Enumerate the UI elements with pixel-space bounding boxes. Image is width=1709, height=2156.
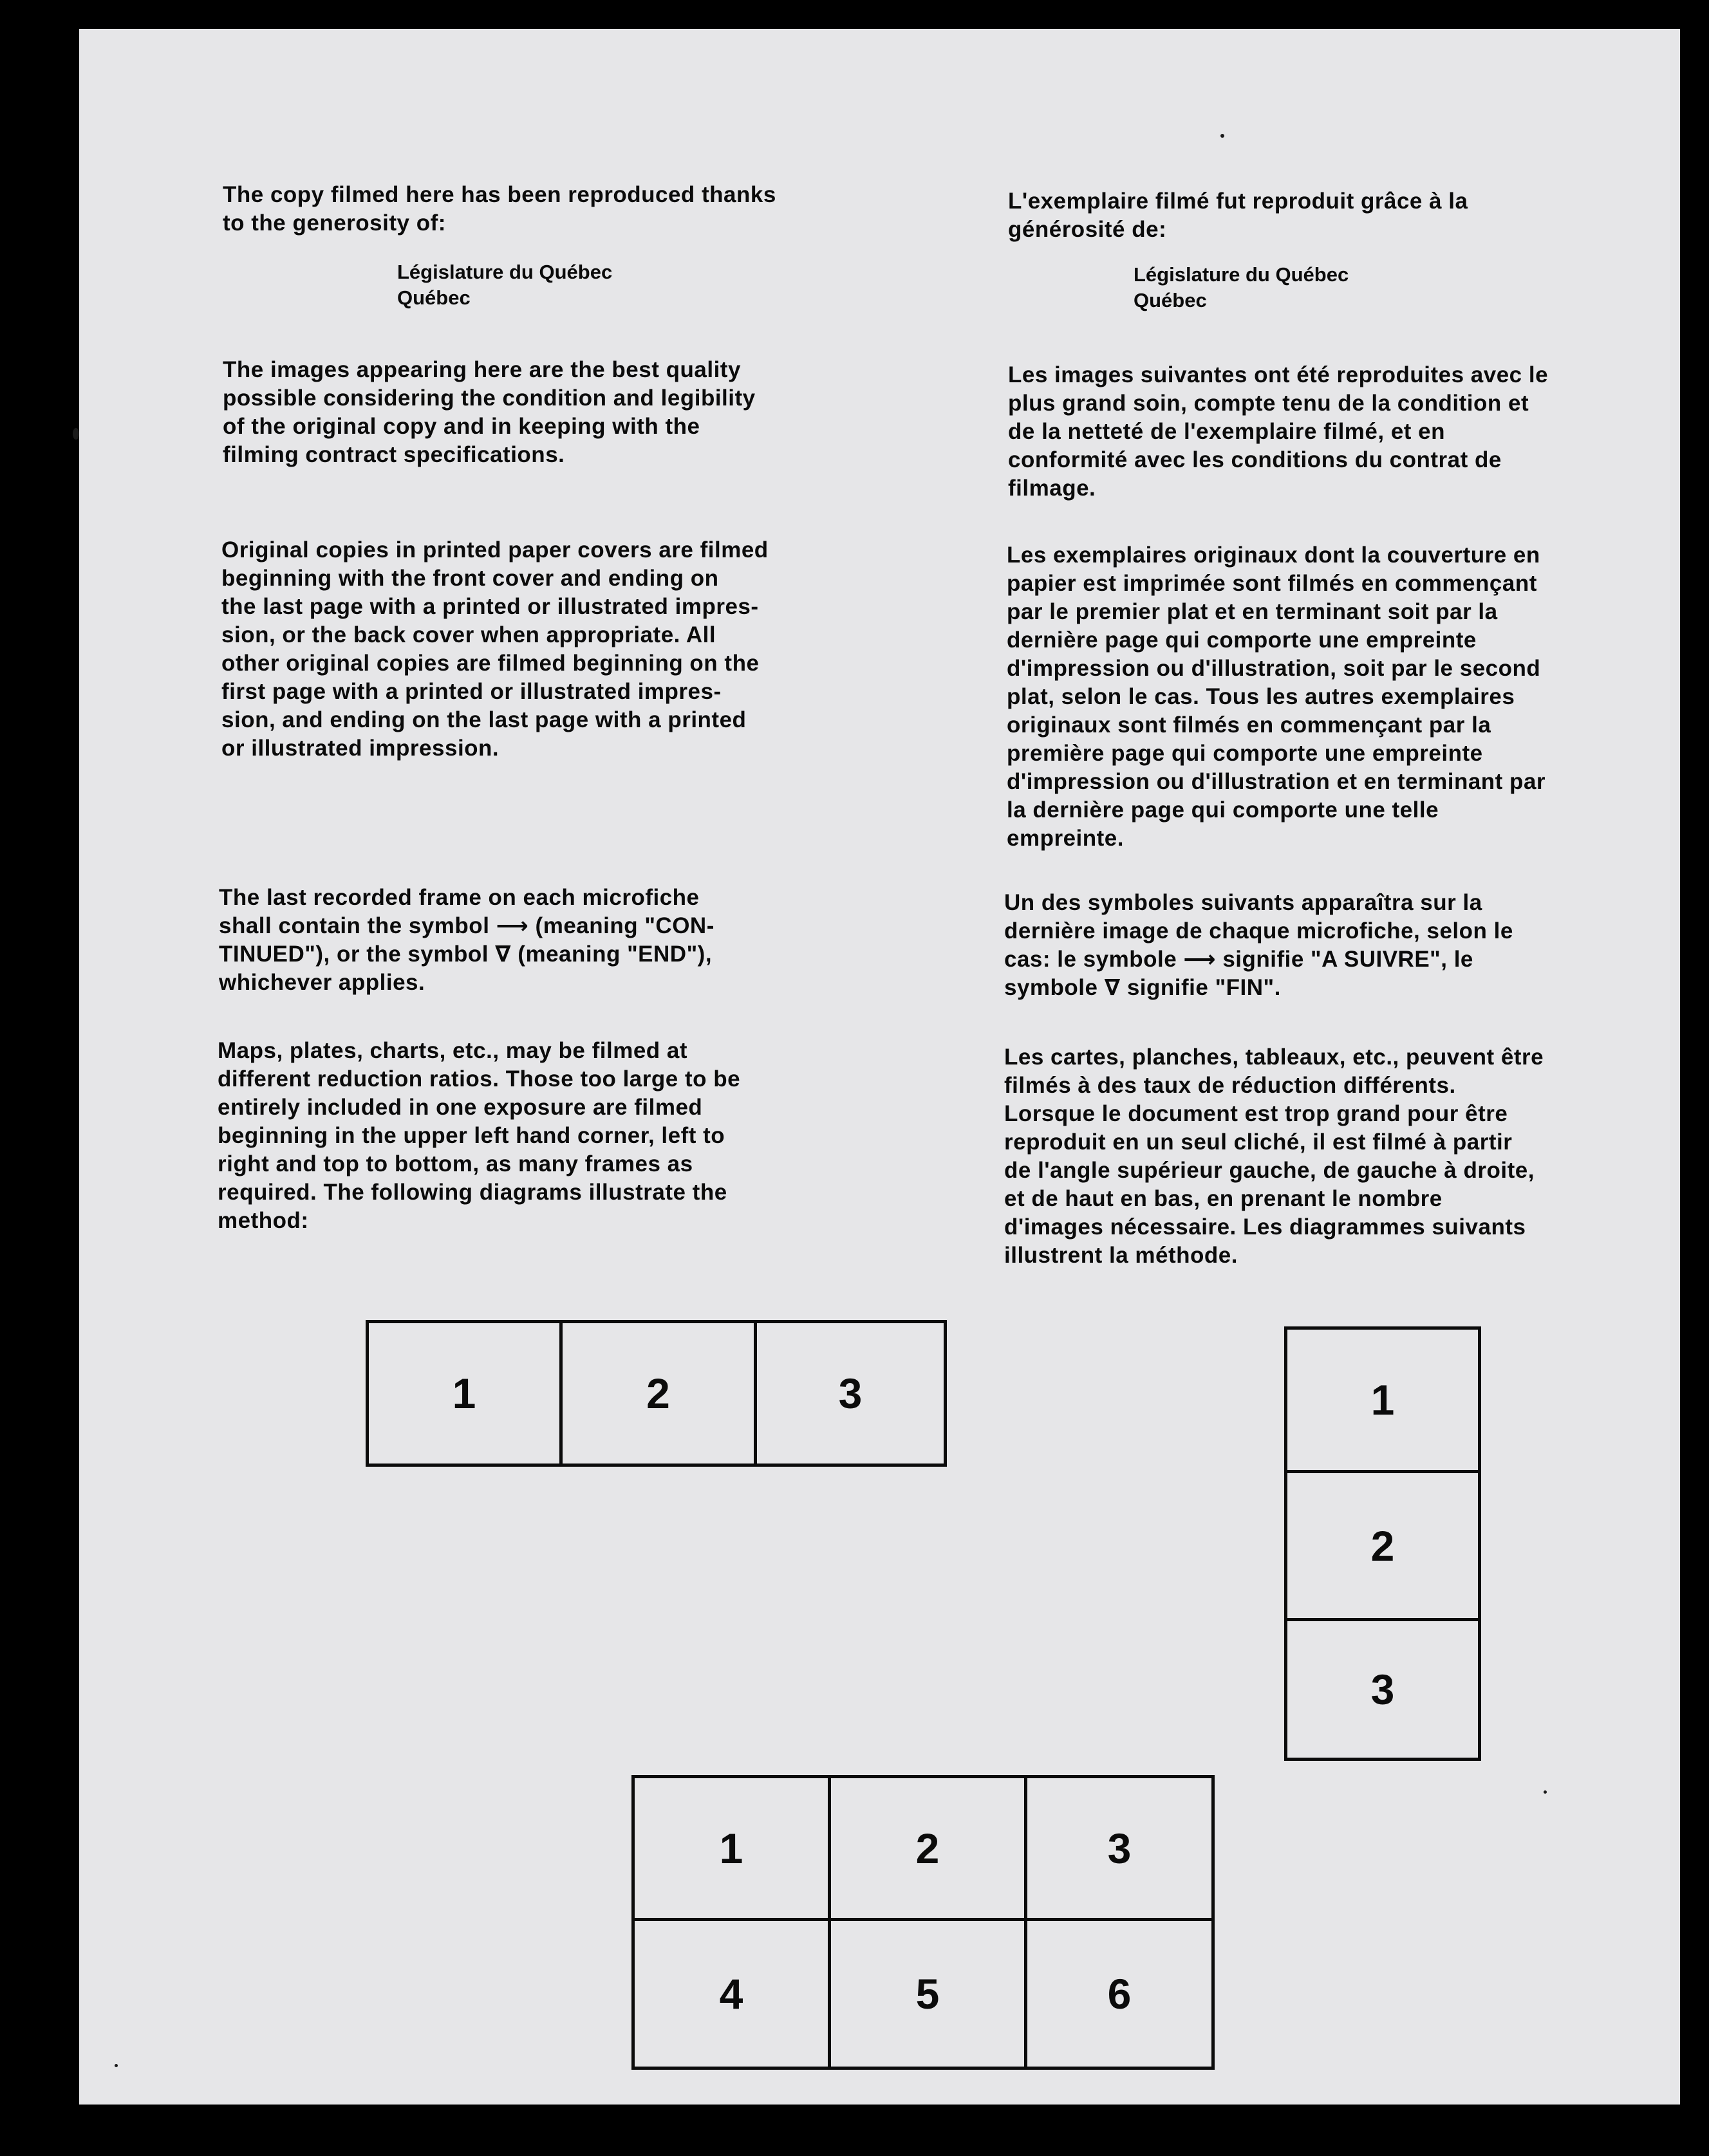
frame-cell: 2 (828, 1778, 1024, 1918)
french-maps-note: Les cartes, planches, tableaux, etc., peuvent être filmés à des taux de réduction différents. Lorsque le document est trop grand pour être reproduit en un seul cliché, il est filmé à partir de l'angle supérieur gauche, de gauche à droite, et de haut en bas, en prenant le nombre d'images nécessaire. Les diagrammes suivants illustrent la méthode. (1004, 1045, 1544, 1268)
diagram-vertical-frames (1284, 1326, 1481, 1761)
scan-speck (115, 2064, 118, 2067)
diagram-horizontal-frames (366, 1320, 947, 1467)
english-covers-note: Original copies in printed paper covers are filmed beginning with the front cover and ending on the last page with a printed or illustrated impres- sion, or the back cover when appropriate. All other original copies are filmed beginning on the first page with a printed or illustrated impres- sion, and ending on the last page with a printed or illustrated impression. (221, 537, 769, 761)
frame-cell: 5 (828, 1918, 1024, 2067)
frame-cell: 3 (1287, 1618, 1478, 1758)
frame-cell: 3 (754, 1323, 944, 1464)
english-intro: The copy filmed here has been reproduced thanks to the generosity of: (223, 182, 776, 236)
diagram-grid-frames (631, 1775, 1215, 2070)
scan-speck (1220, 134, 1224, 138)
french-intro: L'exemplaire filmé fut reproduit grâce à la générosité de: (1008, 189, 1468, 242)
french-quality-note: Les images suivantes ont été reproduites avec le plus grand soin, compte tenu de la condition et de la netteté de l'exemplaire filmé, et en conformité avec les conditions du contrat de filmage. (1008, 362, 1549, 501)
frame-cell: 2 (1287, 1470, 1478, 1618)
english-institution: Législature du Québec (397, 261, 613, 283)
english-city: Québec (397, 286, 471, 309)
french-covers-note: Les exemplaires originaux dont la couverture en papier est imprimée sont filmés en commençant par le premier plat et en terminant soit par la dernière page qui comporte une empreinte d'impression ou d'illustration, soit par le second plat, selon le cas. Tous les autres exemplaires originaux sont filmés en commençant par la première page qui comporte une empreinte d'impression ou d'illustration et en terminant par la dernière page qui comporte une telle empreinte. (1007, 543, 1546, 851)
frame-cell: 6 (1024, 1918, 1211, 2067)
scan-speck (1544, 1790, 1547, 1794)
frame-cell: 1 (719, 1824, 743, 1872)
microfiche-target-page (79, 29, 1680, 2105)
french-city: Québec (1134, 289, 1207, 311)
frame-cell: 3 (1024, 1778, 1211, 1918)
english-maps-note: Maps, plates, charts, etc., may be filmed at different reduction ratios. Those too large to be entirely included in one exposure are filmed beginning in the upper left hand corner, left to right and top to bottom, as many frames as required. The following diagrams illustrate the method: (218, 1038, 741, 1233)
english-symbols-note: The last recorded frame on each microfiche shall contain the symbol ⟶ (meaning "CON- TINUED"), or the symbol ∇ (meaning "END"), whichever applies. (219, 885, 714, 995)
frame-cell: 4 (635, 1918, 828, 2067)
french-institution: Législature du Québec (1134, 263, 1349, 286)
english-quality-note: The images appearing here are the best quality possible considering the condition and legibility of the original copy and in keeping with the filming contract specifications. (223, 357, 756, 467)
scan-speck (73, 428, 79, 440)
french-symbols-note: Un des symboles suivants apparaîtra sur la dernière image de chaque microfiche, selon le cas: le symbole ⟶ signifie "A SUIVRE", le symbole ∇ signifie "FIN". (1004, 890, 1513, 1000)
frame-cell: 1 (1370, 1376, 1395, 1424)
frame-cell: 2 (559, 1323, 754, 1464)
frame-cell: 1 (452, 1370, 476, 1417)
